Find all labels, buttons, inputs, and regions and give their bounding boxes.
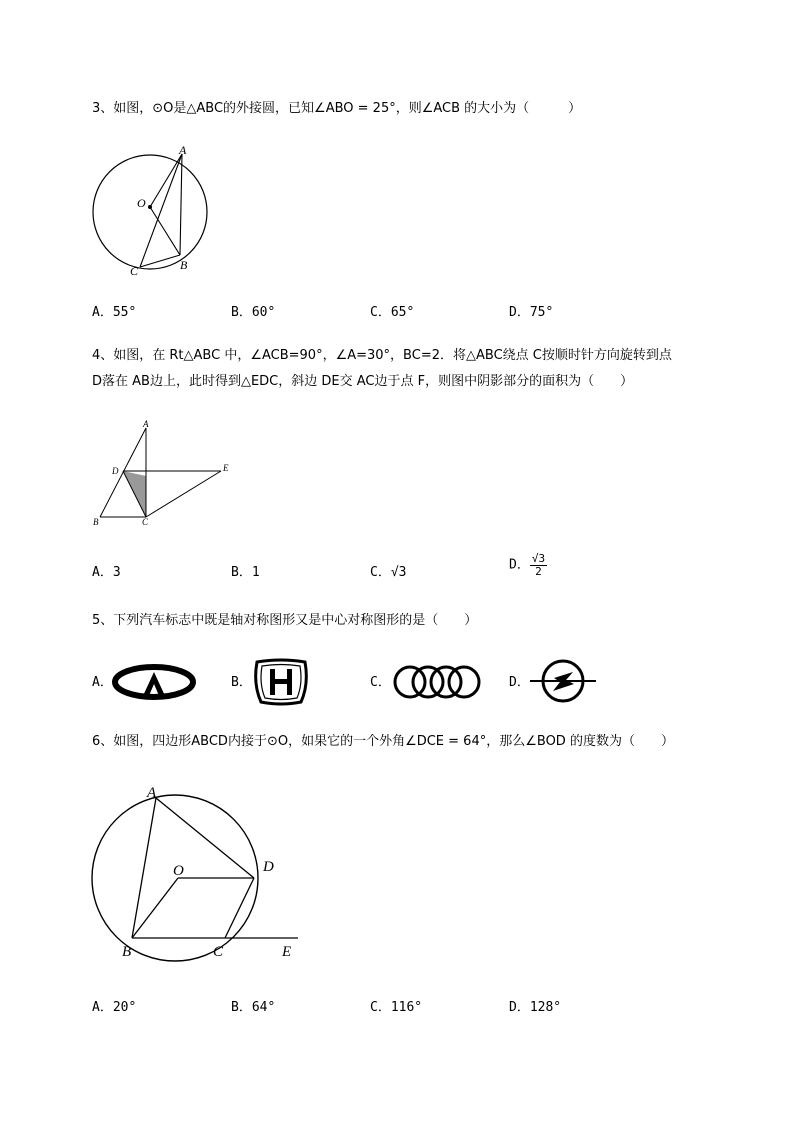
q3-segment-ao [150, 154, 182, 207]
q5-option-b: B． [231, 675, 252, 690]
q3-segment-ab [180, 154, 182, 255]
q6-label-d: D [263, 859, 274, 875]
q4-segment-ce [146, 471, 221, 517]
q6-option-c: C．116° [370, 1000, 423, 1015]
q5-option-c: C． [370, 675, 391, 690]
q6-label-b: B [122, 944, 132, 960]
q4-option-b: B．1 [231, 565, 260, 580]
q5-logo-opel [528, 657, 598, 705]
q5-stem: 5、下列汽车标志中既是轴对称图形又是中心对称图形的是（ ） [92, 613, 478, 628]
q6-segment-ab [132, 798, 156, 938]
q4-option-d-numerator: √3 [531, 552, 546, 565]
q4-label-c: C [142, 517, 149, 527]
q5-logo-honda [251, 658, 311, 706]
q4-option-a: A．3 [92, 565, 121, 580]
q6-label-o: O [173, 863, 184, 879]
q5-logo-audi [390, 662, 486, 702]
q4-label-a: A [143, 419, 149, 429]
q4-stem-line1: 4、如图，在 Rt△ABC 中，∠ACB=90°，∠A=30°，BC=2．将△ABC绕点 C按顺时针方向旋转到点 [92, 348, 672, 363]
q3-segment-bc [140, 255, 180, 267]
q3-segment-ac [140, 154, 182, 267]
q4-label-e: E [223, 463, 229, 473]
q4-stem-line2: D落在 AB边上，此时得到△EDC，斜边 DE交 AC边于点 F，则图中阴影部分的面积为（ ） [92, 374, 634, 389]
q3-option-d: D．75° [509, 305, 554, 320]
q6-stem: 6、如图，四边形ABCD内接于⊙O，如果它的一个外角∠DCE = 64°，那么∠BOD 的度数为（ ） [92, 734, 674, 749]
q6-option-a: A．20° [92, 1000, 137, 1015]
q4-option-c: C．√3 [370, 565, 407, 580]
q3-label-b: B [180, 258, 188, 272]
q3-center-dot [148, 205, 152, 209]
q4-option-d [509, 553, 547, 578]
q4-option-d-prefix: D． [509, 557, 530, 573]
q4-option-d-fraction [530, 553, 547, 578]
q6-segment-ob [132, 878, 178, 938]
q6-segment-ad [156, 798, 254, 878]
q4-label-b: B [93, 517, 99, 527]
q3-stem: 3、如图，⊙O是△ABC的外接圆，已知∠ABO = 25°，则∠ACB 的大小为（ ） [92, 101, 582, 116]
q6-option-d: D．128° [509, 1000, 562, 1015]
q6-option-b: B．64° [231, 1000, 276, 1015]
q6-label-a: A [147, 785, 157, 801]
q4-option-d-denominator: 2 [535, 565, 542, 578]
q5-option-a: A． [92, 675, 113, 690]
q3-circle [93, 155, 207, 269]
q3-option-a: A．55° [92, 305, 137, 320]
q3-option-c: C．65° [370, 305, 415, 320]
q3-label-o: O [137, 196, 146, 210]
q6-label-c: C [213, 944, 224, 960]
q3-figure [88, 142, 218, 277]
q3-segment-ob [150, 207, 180, 255]
q6-segment-dc [225, 878, 254, 938]
q5-option-d: D． [509, 675, 530, 690]
q4-label-d: D [112, 466, 119, 476]
q6-label-e: E [282, 944, 292, 960]
q3-label-c: C [130, 264, 139, 278]
q5-logo-infiniti [112, 662, 198, 702]
q3-option-b: B．60° [231, 305, 276, 320]
q6-figure [90, 780, 310, 970]
q3-label-a: A [179, 143, 187, 157]
q4-figure [88, 416, 238, 536]
